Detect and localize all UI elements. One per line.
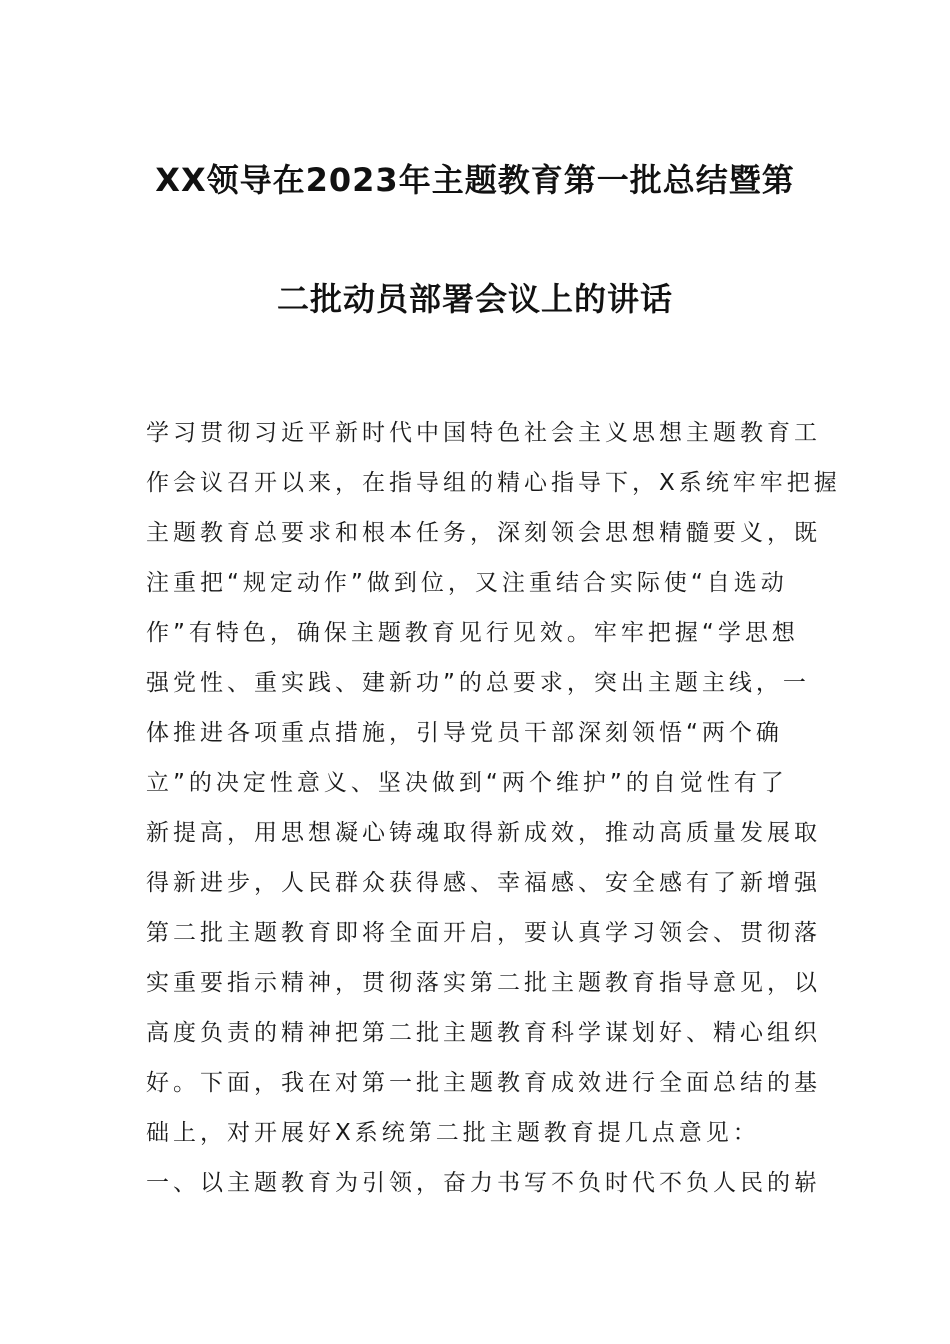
body-line: 第二批主题教育即将全面开启，要认真学习领会、贯彻落 [146, 920, 821, 946]
body-line: 体推进各项重点措施，引导党员干部深刻领悟“两个确 [146, 720, 783, 746]
body-line: 高度负责的精神把第二批主题教育科学谋划好、精心组织 [146, 1020, 821, 1046]
document-title-line-2: 二批动员部署会议上的讲话 [276, 280, 673, 318]
body-line: 立”的决定性意义、坚决做到“两个维护”的自觉性有了 [146, 770, 788, 796]
body-line: 作会议召开以来，在指导组的精心指导下，X系统牢牢把握 [146, 470, 841, 496]
body-line: 主题教育总要求和根本任务，深刻领会思想精髓要义，既 [146, 520, 821, 546]
body-line: 实重要指示精神，贯彻落实第二批主题教育指导意见，以 [146, 970, 821, 996]
body-line: 得新进步，人民群众获得感、幸福感、安全感有了新增强 [146, 870, 821, 896]
document-title-line-1: XX领导在2023年主题教育第一批总结暨第 [155, 161, 795, 199]
body-line: 注重把“规定动作”做到位，又注重结合实际使“自选动 [146, 570, 788, 596]
body-line: 作”有特色，确保主题教育见行见效。牢牢把握“学思想 [146, 620, 799, 646]
body-line: 新提高，用思想凝心铸魂取得新成效，推动高质量发展取 [146, 820, 821, 846]
body-line: 强党性、重实践、建新功”的总要求，突出主题主线，一 [146, 670, 810, 696]
document-body [146, 408, 841, 1208]
body-line: 好。下面，我在对第一批主题教育成效进行全面总结的基 [146, 1070, 821, 1096]
body-line: 学习贯彻习近平新时代中国特色社会主义思想主题教育工 [146, 420, 821, 446]
section-heading-line: 一、以主题教育为引领，奋力书写不负时代不负人民的崭 [146, 1170, 821, 1196]
body-line: 础上，对开展好X系统第二批主题教育提几点意见： [146, 1120, 760, 1146]
